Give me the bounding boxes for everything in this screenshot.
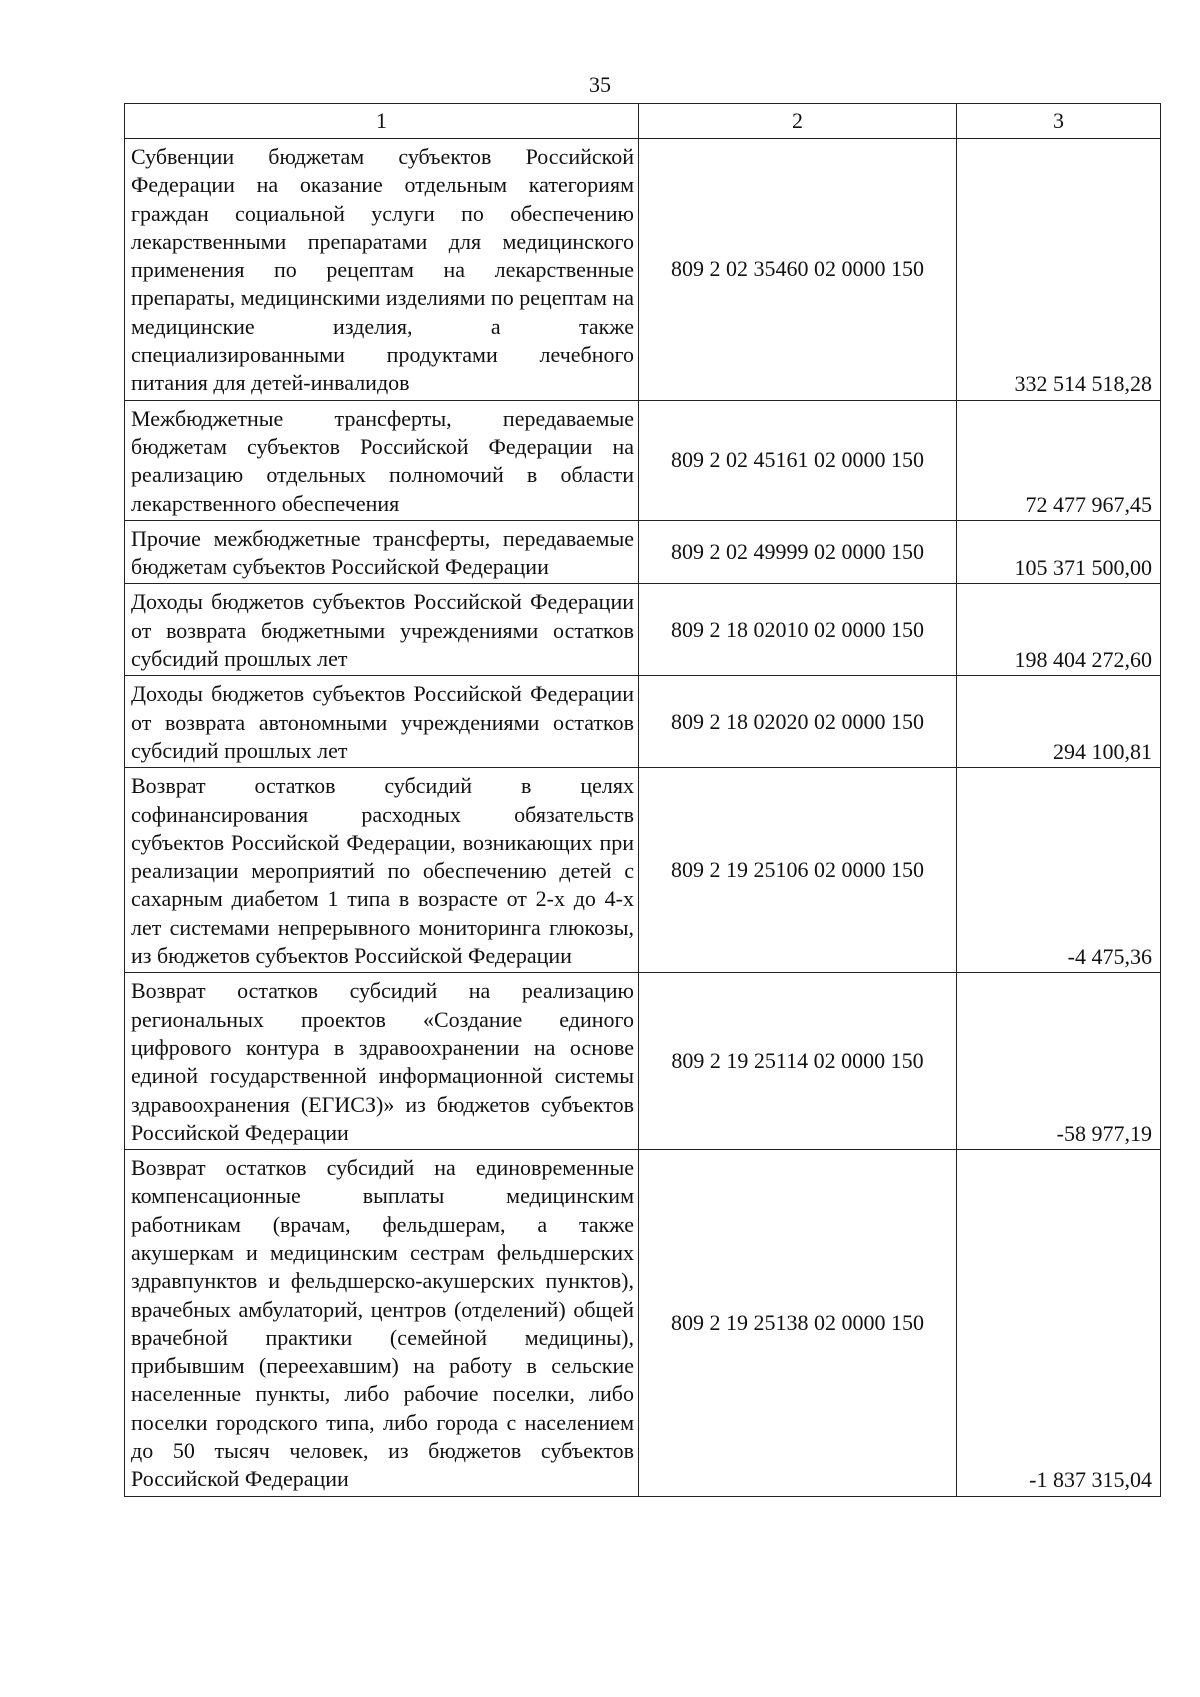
row-amount: -4 475,36 [957,768,1161,973]
column-header-2: 2 [639,104,957,139]
row-budget-code: 809 2 18 02010 02 0000 150 [639,584,957,676]
row-description: Доходы бюджетов субъектов Российской Федерации от возврата бюджетными учреждениями остатков субсидий прошлых лет [125,584,639,676]
row-description: Межбюджетные трансферты, передаваемые бюджетам субъектов Российской Федерации на реализацию отдельных полномочий в области лекарственного обеспечения [125,400,639,520]
page-number: 35 [589,72,611,97]
row-budget-code: 809 2 02 35460 02 0000 150 [639,139,957,401]
row-description: Доходы бюджетов субъектов Российской Федерации от возврата автономными учреждениями остатков субсидий прошлых лет [125,676,639,768]
table-row [125,584,1161,676]
row-amount: 294 100,81 [957,676,1161,768]
table-row [125,400,1161,520]
row-amount: 105 371 500,00 [957,520,1161,584]
row-amount: 72 477 967,45 [957,400,1161,520]
row-description: Прочие межбюджетные трансферты, передаваемые бюджетам субъектов Российской Федерации [125,520,639,584]
column-header-1: 1 [125,104,639,139]
row-budget-code: 809 2 18 02020 02 0000 150 [639,676,957,768]
row-budget-code: 809 2 19 25138 02 0000 150 [639,1150,957,1497]
header-row [125,104,1161,139]
table-row [125,520,1161,584]
row-description: Возврат остатков субсидий на реализацию региональных проектов «Создание единого цифрового контура в здравоохранении на основе единой государственной информационной системы здравоохранения (ЕГИСЗ)» из бюджетов субъектов Российской Федерации [125,973,639,1150]
column-header-3: 3 [957,104,1161,139]
row-budget-code: 809 2 19 25106 02 0000 150 [639,768,957,973]
row-description: Субвенции бюджетам субъектов Российской Федерации на оказание отдельным категориям граждан социальной услуги по обеспечению лекарственными препаратами для медицинского применения по рецептам на лекарственные препараты, медицинскими изделиями по рецептам на медицинские изделия, а также специализированными продуктами лечебного питания для детей-инвалидов [125,139,639,401]
table-row [125,676,1161,768]
row-description: Возврат остатков субсидий на единовременные компенсационные выплаты медицинским работникам (врачам, фельдшерам, а также акушеркам и медицинским сестрам фельдшерских здравпунктов и фельдшерско-акушерских пунктов), врачебных амбулаторий, центров (отделений) общей врачебной практики (семейной медицины), прибывшим (переехавшим) на работу в сельские населенные пункты, либо рабочие поселки, либо поселки городского типа, либо города с населением до 50 тысяч человек, из бюджетов субъектов Российской Федерации [125,1150,639,1497]
row-description: Возврат остатков субсидий в целях софинансирования расходных обязательств субъектов Российской Федерации, возникающих при реализации мероприятий по обеспечению детей с сахарным диабетом 1 типа в возрасте от 2-х до 4-х лет системами непрерывного мониторинга глюкозы, из бюджетов субъектов Российской Федерации [125,768,639,973]
row-amount: -1 837 315,04 [957,1150,1161,1497]
row-amount: 198 404 272,60 [957,584,1161,676]
table-row [125,139,1161,401]
table-row [125,768,1161,973]
row-budget-code: 809 2 02 45161 02 0000 150 [639,400,957,520]
table-row [125,1150,1161,1497]
row-amount: 332 514 518,28 [957,139,1161,401]
table-row [125,973,1161,1150]
row-amount: -58 977,19 [957,973,1161,1150]
row-budget-code: 809 2 19 25114 02 0000 150 [639,973,957,1150]
row-budget-code: 809 2 02 49999 02 0000 150 [639,520,957,584]
budget-revenue-table [124,103,1161,1497]
